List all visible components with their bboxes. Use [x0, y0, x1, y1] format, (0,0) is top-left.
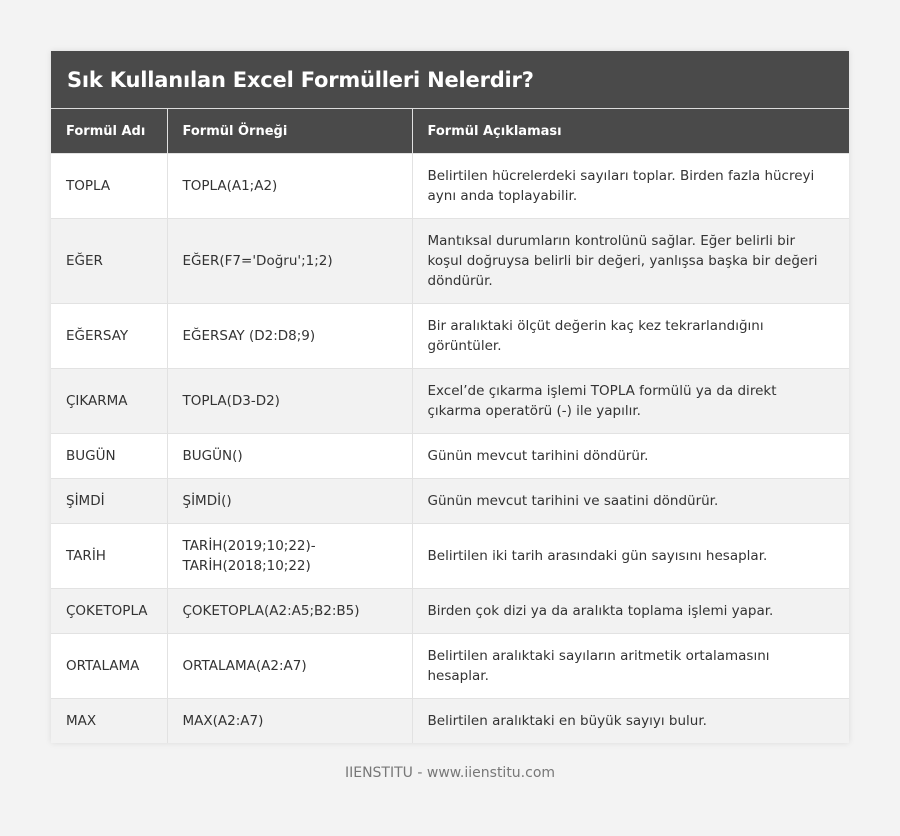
table-row — [51, 434, 849, 479]
formula-example: TOPLA(A1;A2) — [167, 154, 412, 219]
formula-description: Birden çok dizi ya da aralıkta toplama işlemi yapar. — [412, 589, 849, 634]
formula-name: EĞER — [51, 219, 167, 304]
formula-table-card — [51, 51, 849, 743]
formula-example: BUGÜN() — [167, 434, 412, 479]
formula-description: Belirtilen hücrelerdeki sayıları toplar. Birden fazla hücreyi aynı anda toplayabilir. — [412, 154, 849, 219]
formula-description: Excel’de çıkarma işlemi TOPLA formülü ya da direkt çıkarma operatörü (-) ile yapılır. — [412, 369, 849, 434]
page-title: Sık Kullanılan Excel Formülleri Nelerdir? — [67, 67, 534, 92]
formula-example: EĞER(F7='Doğru';1;2) — [167, 219, 412, 304]
formula-example: ŞİMDİ() — [167, 479, 412, 524]
formula-example: TARİH(2019;10;22)-TARİH(2018;10;22) — [167, 524, 412, 589]
formula-name: MAX — [51, 699, 167, 744]
table-row — [51, 479, 849, 524]
table-row — [51, 634, 849, 699]
footer-credit: IIENSTITU - www.iienstitu.com — [344, 765, 556, 781]
formula-name: BUGÜN — [51, 434, 167, 479]
table-row — [51, 369, 849, 434]
formula-description: Günün mevcut tarihini ve saatini döndürür. — [412, 479, 849, 524]
formula-description: Belirtilen aralıktaki sayıların aritmetik ortalamasını hesaplar. — [412, 634, 849, 699]
formula-example: ORTALAMA(A2:A7) — [167, 634, 412, 699]
formula-example: TOPLA(D3-D2) — [167, 369, 412, 434]
table-row — [51, 304, 849, 369]
table-row — [51, 699, 849, 744]
formula-name: ÇIKARMA — [51, 369, 167, 434]
column-header-description: Formül Açıklaması — [412, 109, 849, 154]
table-header-row — [51, 109, 849, 154]
column-header-example: Formül Örneği — [167, 109, 412, 154]
table-row — [51, 589, 849, 634]
formula-description: Belirtilen aralıktaki en büyük sayıyı bulur. — [412, 699, 849, 744]
formula-description: Mantıksal durumların kontrolünü sağlar. Eğer belirli bir koşul doğruysa belirli bir değeri, yanlışsa başka bir değeri döndürür. — [412, 219, 849, 304]
formula-name: EĞERSAY — [51, 304, 167, 369]
formula-description: Bir aralıktaki ölçüt değerin kaç kez tekrarlandığını görüntüler. — [412, 304, 849, 369]
formula-table — [51, 109, 849, 743]
table-row — [51, 524, 849, 589]
formula-description: Günün mevcut tarihini döndürür. — [412, 434, 849, 479]
formula-example: EĞERSAY (D2:D8;9) — [167, 304, 412, 369]
formula-name: ŞİMDİ — [51, 479, 167, 524]
column-header-name: Formül Adı — [51, 109, 167, 154]
title-bar — [51, 51, 849, 109]
formula-name: ÇOKETOPLA — [51, 589, 167, 634]
formula-name: TARİH — [51, 524, 167, 589]
formula-description: Belirtilen iki tarih arasındaki gün sayısını hesaplar. — [412, 524, 849, 589]
formula-name: TOPLA — [51, 154, 167, 219]
formula-example: MAX(A2:A7) — [167, 699, 412, 744]
table-row — [51, 219, 849, 304]
formula-name: ORTALAMA — [51, 634, 167, 699]
formula-example: ÇOKETOPLA(A2:A5;B2:B5) — [167, 589, 412, 634]
table-row — [51, 154, 849, 219]
